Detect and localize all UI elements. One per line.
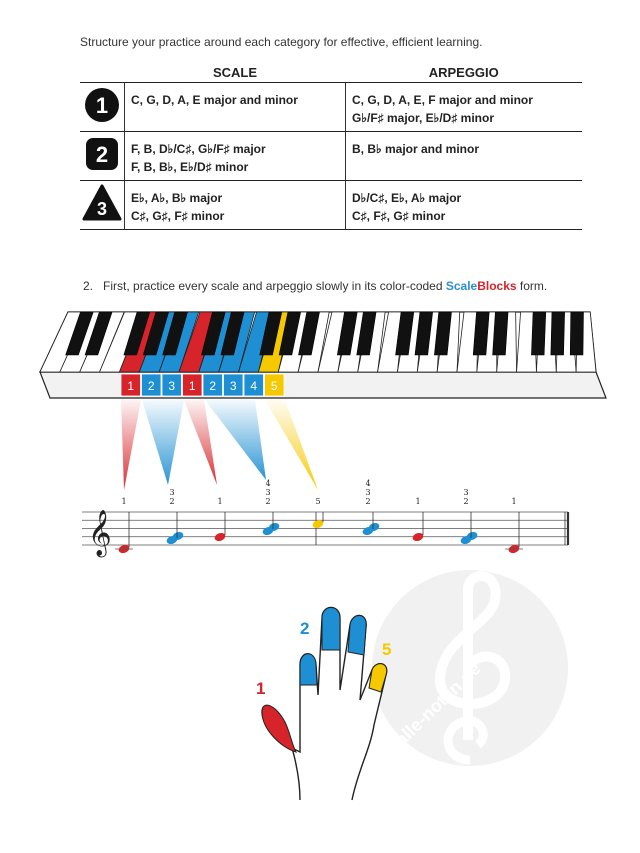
step-number: 2. xyxy=(83,279,94,293)
brand-scale: Scale xyxy=(445,279,478,293)
badge-number: 1 xyxy=(95,92,109,118)
badge-number: 3 xyxy=(96,198,108,219)
fingering-number: 4 xyxy=(365,479,371,488)
arpeggio-line: C, G, D, A, E, F major and minor xyxy=(352,93,533,107)
color-beam xyxy=(184,400,217,485)
note-head xyxy=(214,532,227,543)
fingering-number: 1 xyxy=(121,497,127,506)
fingering-number: 2 xyxy=(169,497,175,506)
brand-blocks: Blocks xyxy=(477,279,517,293)
finger-number-5: 5 xyxy=(382,640,392,659)
color-beam xyxy=(142,400,184,485)
finger-number-3: 3 xyxy=(328,605,338,624)
arpeggio-line: G♭/F♯ major, E♭/D♯ minor xyxy=(352,111,495,125)
color-beam xyxy=(265,400,318,490)
fingering-number: 3 xyxy=(169,488,175,497)
step-text: First, practice every scale and arpeggio slowly in its color-coded xyxy=(103,279,443,293)
fingering-number: 5 xyxy=(315,497,321,506)
black-key xyxy=(493,312,508,355)
scale-line: C♯, G♯, F♯ minor xyxy=(131,209,225,223)
black-key xyxy=(551,312,565,355)
finger-box-label: 3 xyxy=(168,379,176,393)
finger-box-label: 4 xyxy=(250,379,258,393)
scale-line: C, G, D, A, E major and minor xyxy=(131,93,298,107)
fingering-number: 2 xyxy=(265,497,271,506)
arpeggio-line: B, B♭ major and minor xyxy=(352,142,480,156)
finger-box-label: 5 xyxy=(270,379,278,393)
fingering-number: 2 xyxy=(463,497,469,506)
scale-line: E♭, A♭, B♭ major xyxy=(131,191,223,205)
finger-box-label: 1 xyxy=(188,379,196,393)
music-staff xyxy=(82,479,568,558)
fingering-number: 1 xyxy=(415,497,421,506)
black-key xyxy=(570,312,583,355)
hand-illustration xyxy=(256,605,391,800)
treble-clef-icon: 𝄞 xyxy=(88,510,112,556)
finger-number-2: 2 xyxy=(300,619,310,638)
fingering-number: 2 xyxy=(365,497,371,506)
watermark-logo xyxy=(372,570,568,766)
scale-line: F, B, D♭/C♯, G♭/F♯ major xyxy=(131,142,266,156)
header-arpeggio: ARPEGGIO xyxy=(346,62,583,83)
arpeggio-line: C♯, F♯, G♯ minor xyxy=(352,209,446,223)
header-scale: SCALE xyxy=(125,62,346,83)
black-key xyxy=(531,312,545,355)
arpeggio-line: D♭/C♯, E♭, A♭ major xyxy=(352,191,462,205)
intro-text: Structure your practice around each category for effective, efficient learning. xyxy=(80,35,483,49)
note-head xyxy=(412,532,425,543)
color-beam xyxy=(121,400,141,490)
step-text-end: form. xyxy=(519,279,548,293)
scale-line: F, B, B♭, E♭/D♯ minor xyxy=(131,160,249,174)
watermark-text: alle-noten.de xyxy=(390,658,485,750)
fingering-number: 1 xyxy=(511,497,517,506)
finger-number-4: 4 xyxy=(355,617,365,636)
fingering-number: 3 xyxy=(463,488,469,497)
fingering-number: 3 xyxy=(365,488,371,497)
finger-box-label: 1 xyxy=(127,379,135,393)
badge-number: 2 xyxy=(95,141,109,167)
color-beams xyxy=(121,400,318,490)
finger-box-label: 3 xyxy=(229,379,237,393)
finger-box-label: 2 xyxy=(147,379,155,393)
finger-number-1: 1 xyxy=(256,679,266,698)
fingering-number: 4 xyxy=(265,479,271,488)
fingering-number: 3 xyxy=(265,488,271,497)
fingering-number: 1 xyxy=(217,497,223,506)
finger-box-label: 2 xyxy=(209,379,217,393)
